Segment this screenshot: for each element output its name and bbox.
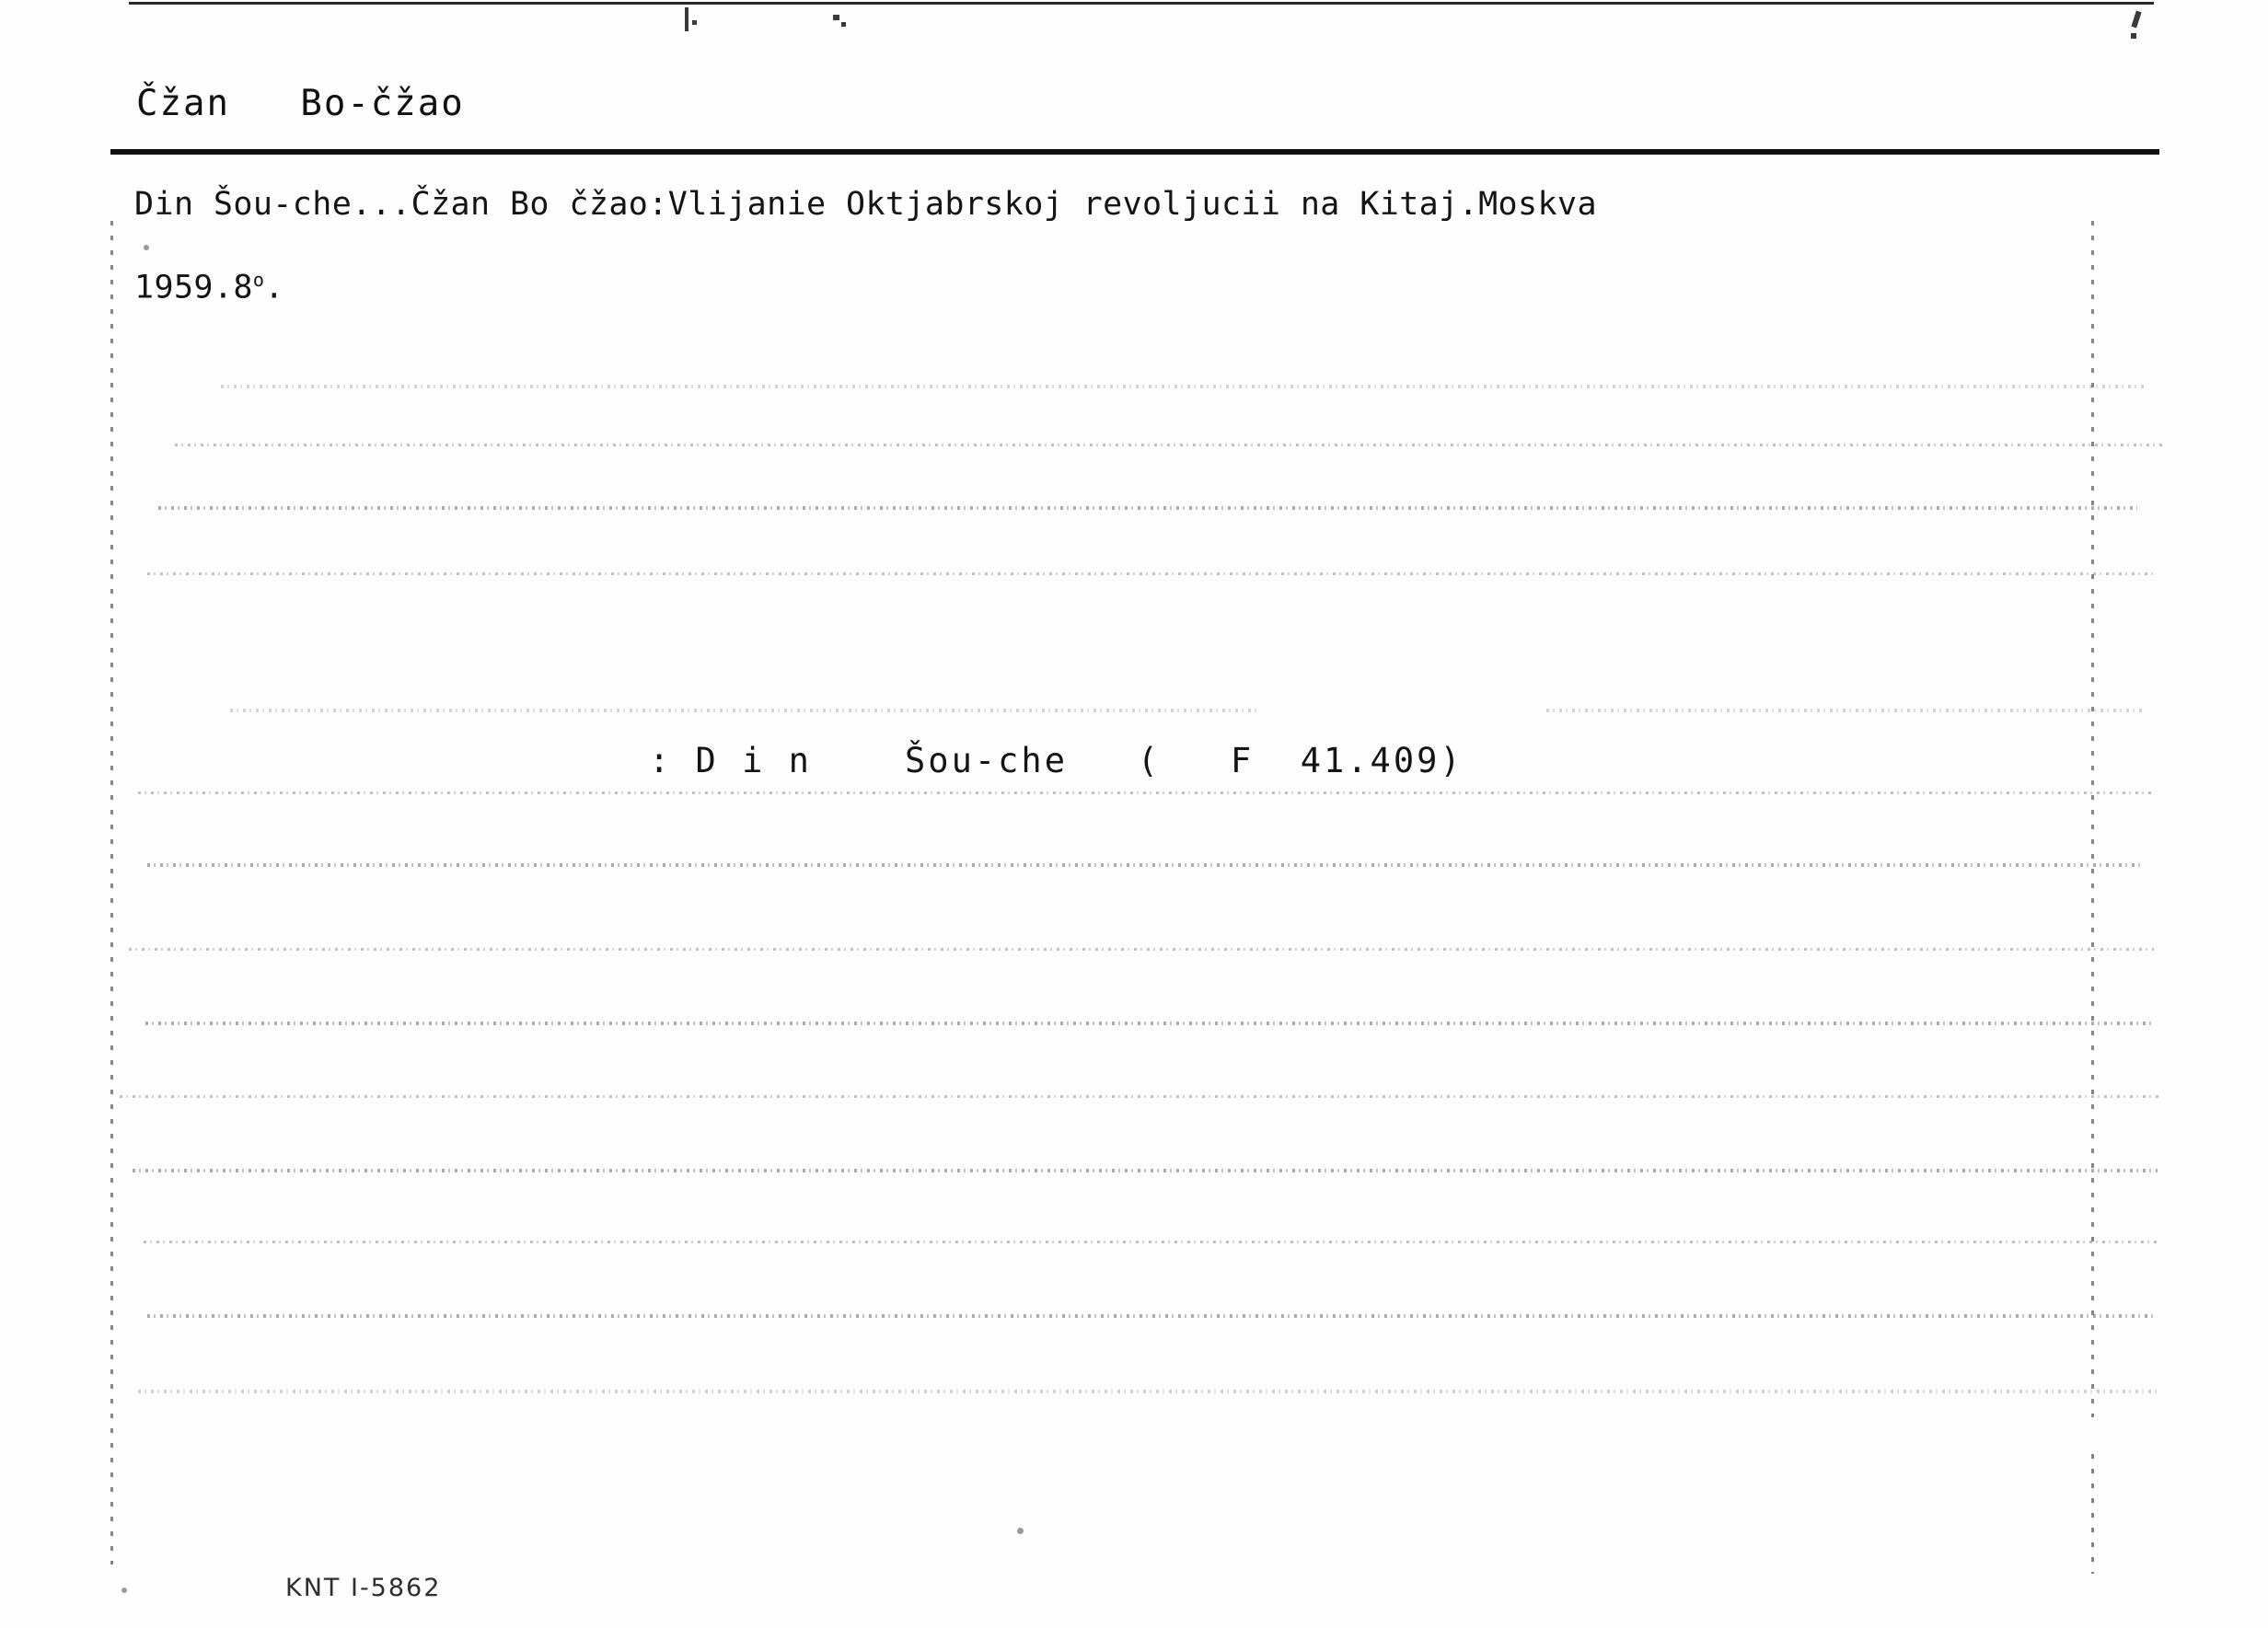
entry-line-2-superscript: o <box>252 269 265 291</box>
entry-line-1: Din Šou-che...Čžan Bo čžao:Vlijanie Oktjabrskoj revoljucii na Kitaj.Moskva <box>134 186 1597 223</box>
ghost-row <box>230 709 1261 712</box>
entry-line-2-suffix: . <box>264 269 284 306</box>
card-heading: Čžan Bo-čžao <box>136 83 465 124</box>
top-edge-rule <box>129 2 2154 5</box>
ghost-row <box>221 385 2145 388</box>
ghost-row <box>175 444 2163 446</box>
accession-number: KNT I-5862 <box>285 1574 442 1602</box>
scan-speckle <box>144 245 149 250</box>
top-tick-mark-5 <box>2131 11 2141 29</box>
ghost-row <box>138 1390 2158 1393</box>
top-tick-mark-3 <box>833 15 839 20</box>
ghost-row <box>147 572 2154 575</box>
ghost-row <box>120 1095 2158 1098</box>
ghost-row <box>133 1169 2158 1172</box>
ghost-row <box>138 791 2154 794</box>
top-tick-mark-4 <box>841 22 846 27</box>
ghost-row <box>147 1314 2154 1318</box>
top-tick-mark-6 <box>2131 33 2136 39</box>
top-tick-mark-2 <box>692 20 697 25</box>
right-dotted-edge <box>2091 221 2094 1417</box>
ghost-row <box>147 863 2145 867</box>
scan-speckle <box>1017 1528 1024 1534</box>
right-dotted-edge-lower <box>2091 1454 2094 1574</box>
ghost-row <box>144 1241 2158 1243</box>
tracing-line: : D i n Šou-che ( F 41.409) <box>649 741 1464 780</box>
top-tick-mark-1 <box>685 7 688 31</box>
ghost-row <box>129 948 2154 951</box>
scan-speckle <box>122 1588 127 1593</box>
entry-line-2-text: 1959.8 <box>134 269 253 306</box>
left-dotted-edge <box>110 221 113 1564</box>
catalogue-card <box>110 64 2163 1602</box>
entry-line-2 <box>134 269 284 306</box>
ghost-row <box>158 506 2137 510</box>
ghost-row <box>1546 709 2145 712</box>
ghost-row <box>145 1022 2152 1025</box>
heading-underline <box>110 149 2159 155</box>
